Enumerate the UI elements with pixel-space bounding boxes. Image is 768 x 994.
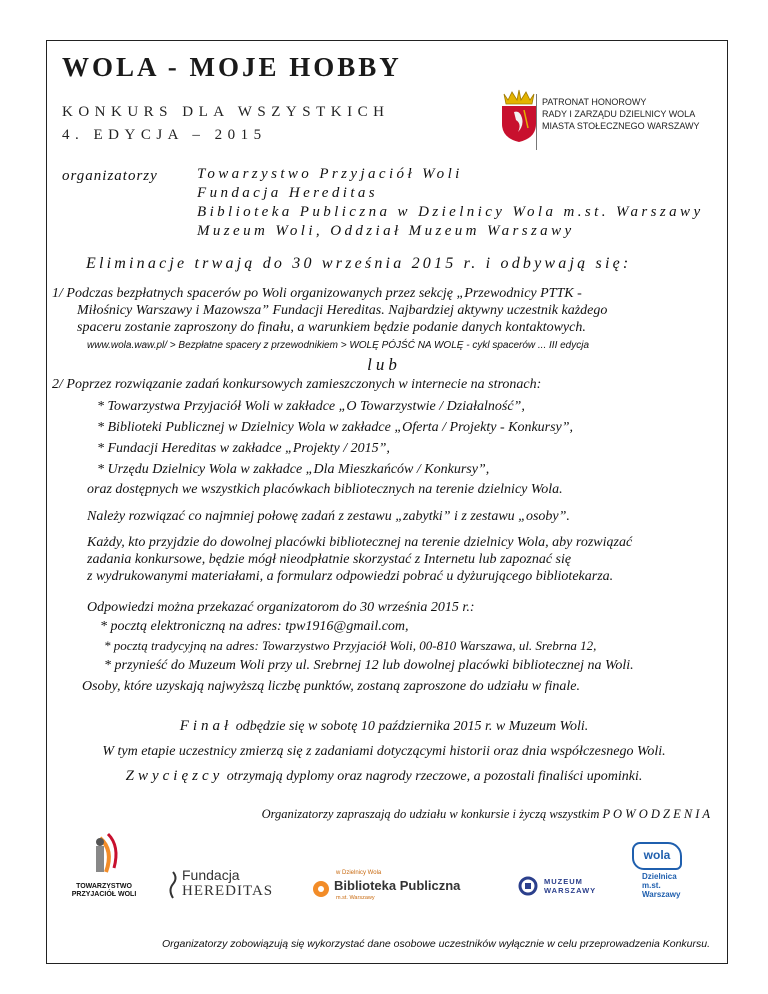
- organizers-label: organizatorzy: [62, 168, 158, 184]
- patron-line2: RADY I ZARZĄDU DZIELNICY WOLA: [542, 109, 696, 119]
- biblioteka-circle-icon: [312, 880, 330, 898]
- muzeum-logo: [518, 872, 608, 902]
- wola-badge: wola: [632, 842, 682, 870]
- patron-text: [542, 96, 700, 132]
- answers-item-post: * pocztą tradycyjną na adres: Towarzystwo Przyjaciół Woli, 00-810 Warszawa, ul. Srebrna 12,: [104, 638, 597, 653]
- tpw-line1: TOWARZYSTWO: [76, 883, 132, 890]
- point2-item: * Fundacji Hereditas w zakładce „Projekty / 2015”,: [97, 441, 390, 456]
- footer-note: Organizatorzy zobowiązują się wykorzystać dane osobowe uczestników wyłącznie w celu przeprowadzenia Konkursu.: [161, 938, 710, 950]
- answers-item-bring: * przynieść do Muzeum Woli przy ul. Srebrnej 12 lub dowolnej placówki bibliotecznej na Woli.: [104, 658, 634, 673]
- patron-divider: [536, 94, 537, 150]
- patron-line1: PATRONAT HONOROWY: [542, 97, 647, 107]
- biblioteka-sub: m.st. Warszawy: [336, 895, 375, 901]
- biblioteka-logo: [312, 868, 472, 904]
- note-half: Należy rozwiązać co najmniej połowę zadań z zestawu „zabytki” i z zestawu „osoby”.: [87, 509, 570, 524]
- hereditas-logo: [166, 868, 286, 904]
- final-line: [0, 718, 768, 735]
- organizer-item: Muzeum Woli, Oddział Muzeum Warszawy: [197, 223, 575, 239]
- library-paragraph-line3: z wydrukowanymi materiałami, a formularz odpowiedzi pobrać u dyżurującego bibliotekarza.: [87, 569, 614, 584]
- muzeum-line2: WARSZAWY: [544, 886, 597, 895]
- winners-rest: otrzymają dyplomy oraz nagrody rzeczowe, a pozostali finaliści upominki.: [223, 769, 643, 784]
- library-paragraph-line1: Każdy, kto przyjdzie do dowolnej placówki bibliotecznej na terenie dzielnicy Wola, aby rozwiązać: [87, 535, 633, 550]
- winners-word: Zwycięzcy: [125, 768, 224, 784]
- patron-block: [496, 88, 712, 156]
- winners-line: [0, 768, 768, 785]
- point2-intro: 2/ Poprzez rozwiązanie zadań konkursowych zamieszczonych w internecie na stronach:: [52, 377, 542, 392]
- point2-item: * Biblioteki Publicznej w Dzielnicy Wola w zakładce „Oferta / Projekty - Konkursy”,: [97, 420, 574, 435]
- answers-item-email: * pocztą elektroniczną na adres: tpw1916@gmail.com,: [100, 619, 409, 634]
- elimination-heading: Eliminacje trwają do 30 września 2015 r. i odbywają się:: [86, 255, 632, 272]
- hereditas-emblem-icon: [166, 870, 180, 900]
- page-title: WOLA - MOJE HOBBY: [62, 52, 402, 82]
- muzeum-emblem-icon: [518, 876, 538, 896]
- invite-line: Organizatorzy zapraszają do udziału w konkursie i życzą wszystkim P O W O D Z E N I A: [261, 807, 710, 821]
- answers-intro: Odpowiedzi można przekazać organizatorom do 30 września 2015 r.:: [87, 600, 475, 615]
- subtitle-line1: KONKURS DLA WSZYSTKICH: [62, 104, 390, 120]
- wola-text: [642, 872, 680, 899]
- wola-line3: Warszawy: [642, 890, 681, 899]
- tpw-emblem-icon: [70, 832, 138, 878]
- muzeum-text: [544, 877, 596, 895]
- biblioteka-small: w Dzielnicy Wola: [336, 870, 382, 876]
- final-rest: odbędzie się w sobotę 10 października 2015 r. w Muzeum Woli.: [232, 719, 589, 734]
- hereditas-line2: HEREDITAS: [182, 883, 274, 899]
- or-word: lub: [367, 355, 401, 374]
- final-word: Finał: [179, 718, 233, 734]
- organizer-item: Towarzystwo Przyjaciół Woli: [197, 166, 463, 182]
- wola-logo: [628, 842, 698, 906]
- patron-line3: MIASTA STOŁECZNEGO WARSZAWY: [542, 121, 700, 131]
- tpw-logo: [70, 832, 138, 900]
- biblioteka-name: Biblioteka Publiczna: [334, 878, 461, 893]
- subtitle-line2: 4. EDYCJA – 2015: [62, 127, 267, 143]
- tpw-text: [70, 883, 138, 899]
- point1-line3: spaceru zostanie zaproszony do finału, a warunkiem będzie podanie danych kontaktowych.: [77, 320, 586, 335]
- point2-outro: oraz dostępnych we wszystkich placówkach bibliotecznych na terenie dzielnicy Wola.: [87, 482, 563, 497]
- organizer-item: Biblioteka Publiczna w Dzielnicy Wola m.st. Warszawy: [197, 204, 704, 220]
- point1-link[interactable]: www.wola.waw.pl/ > Bezpłatne spacery z przewodnikiem > WOLĘ PÓJŚĆ NA WOLĘ - cykl spacerów ... III edycja: [87, 340, 590, 351]
- tpw-line2: PRZYJACIÓŁ WOLI: [71, 891, 137, 898]
- point2-item: * Towarzystwa Przyjaciół Woli w zakładce „O Towarzystwie / Działalność”,: [97, 399, 525, 414]
- wola-line1: Dzielnica: [642, 872, 677, 881]
- library-paragraph-line2: zadania konkursowe, będzie mógł nieodpłatnie skorzystać z Internetu lub zapoznać się: [87, 552, 572, 567]
- wola-line2: m.st.: [642, 881, 661, 890]
- organizer-item: Fundacja Hereditas: [197, 185, 379, 201]
- answers-outro: Osoby, które uzyskają najwyższą liczbę punktów, zostaną zaproszone do udziału w finale.: [82, 679, 581, 694]
- point2-item: * Urzędu Dzielnicy Wola w zakładce „Dla Mieszkańców / Konkursy”,: [97, 462, 490, 477]
- hereditas-line1: Fundacja: [182, 867, 240, 883]
- final-line2: W tym etapie uczestnicy zmierzą się z zadaniami dotyczącymi historii oraz dnia współczesnego Woli.: [102, 744, 666, 759]
- point1-line2: Miłośnicy Warszawy i Mazowsza” Fundacji Hereditas. Najbardziej aktywny uczestnik każdego: [77, 303, 608, 318]
- muzeum-line1: MUZEUM: [544, 877, 583, 886]
- point1-line1: 1/ Podczas bezpłatnych spacerów po Woli organizowanych przez sekcję „Przewodnicy PTTK -: [52, 286, 582, 301]
